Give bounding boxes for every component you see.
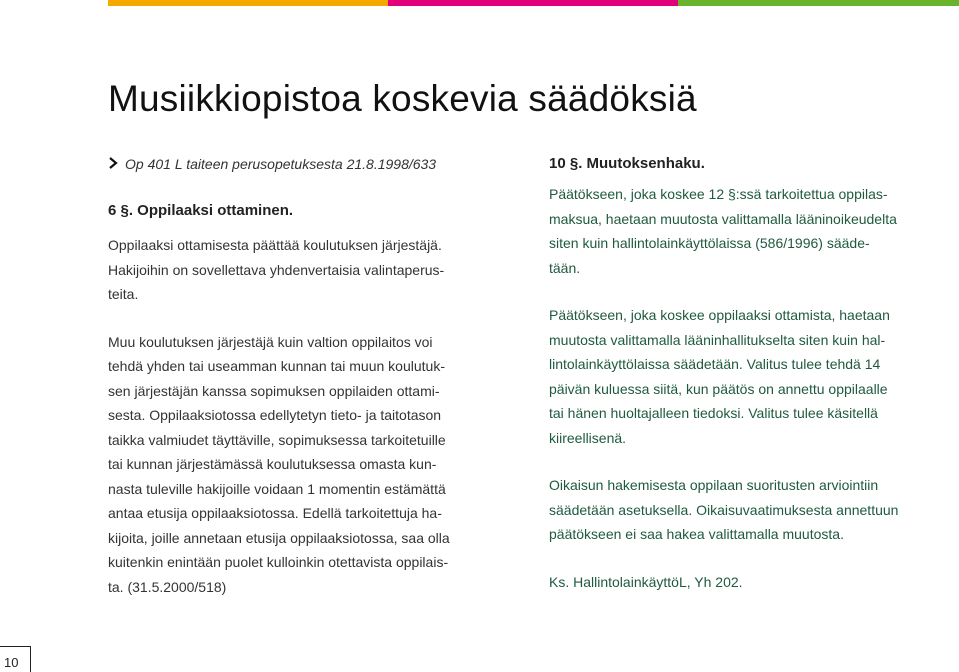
text-line: Päätökseen, joka koskee oppilaaksi ottamista, haetaan bbox=[549, 307, 890, 323]
paragraph-2 bbox=[549, 303, 959, 450]
text-line: muutosta valittamalla lääninhallitukselta siten kuin hal- bbox=[549, 331, 886, 348]
text-line: kijoita, joille annetaan etusija oppilaaksiotossa, saa olla bbox=[108, 529, 450, 546]
section-heading-10: 10 §. Muutoksenhaku. bbox=[549, 155, 705, 172]
section-heading-6: 6 §. Oppilaaksi ottaminen. bbox=[108, 202, 294, 219]
text-line: Oppilaaksi ottamisesta päättää koulutuksen järjestäjä. bbox=[108, 237, 442, 253]
text-line: nasta tuleville hakijoille voidaan 1 momentin estämättä bbox=[108, 480, 446, 497]
right-column bbox=[549, 152, 959, 594]
legal-reference bbox=[108, 152, 516, 176]
text-line: tään. bbox=[549, 259, 581, 276]
text-line: tai hänen huoltajalleen tiedoksi. Valitus tulee käsitellä bbox=[549, 405, 878, 421]
text-line: Oikaisun hakemisesta oppilaan suoritusten arviointiin bbox=[549, 477, 879, 493]
text-line: taikka valmiudet täyttäville, sopimuksessa tarkoitetuille bbox=[108, 431, 446, 448]
text-line: säädetään asetuksella. Oikaisuvaatimuksesta annettuun bbox=[549, 501, 899, 518]
text-line: kuitenkin enintään puolet kulloinkin otettavista oppilais- bbox=[108, 554, 449, 570]
text-line: sen järjestäjän kanssa sopimuksen oppilaiden ottami- bbox=[108, 382, 440, 399]
paragraph-4: Ks. HallintolainkäyttöL, Yh 202. bbox=[549, 573, 743, 590]
text-line: lintolainkäyttölaissa säädetään. Valitus tulee tehdä 14 bbox=[549, 356, 881, 372]
text-line: tai kunnan järjestämässä koulutuksessa omasta kun- bbox=[108, 456, 437, 472]
top-bar-orange bbox=[108, 0, 388, 6]
top-bar-green bbox=[678, 0, 959, 6]
top-bar-magenta bbox=[388, 0, 678, 6]
paragraph-3 bbox=[549, 473, 959, 547]
text-line: kiireellisenä. bbox=[549, 429, 627, 446]
legal-reference-text: Op 401 L taiteen perusopetuksesta 21.8.1998/633 bbox=[125, 156, 437, 172]
text-line: antaa etusija oppilaaksiotossa. Edellä tarkoitettuja ha- bbox=[108, 505, 442, 521]
top-color-bar bbox=[108, 0, 959, 6]
text-line: sesta. Oppilaaksiotossa edellytetyn tieto- ja taitotason bbox=[108, 407, 442, 423]
body-paragraph bbox=[108, 330, 516, 600]
left-column bbox=[108, 152, 516, 599]
text-line: päivän kuluessa siitä, kun päätös on annettu oppilaalle bbox=[549, 380, 888, 397]
page-title: Musiikkiopistoa koskevia säädöksiä bbox=[108, 78, 697, 119]
text-line: ta. (31.5.2000/518) bbox=[108, 578, 227, 595]
text-line: Hakijoihin on sovellettava yhdenvertaisia valintaperus- bbox=[108, 261, 445, 278]
text-line: teita. bbox=[108, 286, 139, 302]
text-line: maksua, haetaan muutosta valittamalla lääninoikeudelta bbox=[549, 210, 897, 227]
text-line: Muu koulutuksen järjestäjä kuin valtion oppilaitos voi bbox=[108, 333, 433, 350]
text-line: siten kuin hallintolainkäyttölaissa (586/1996) sääde- bbox=[549, 235, 870, 251]
page-number: 10 bbox=[0, 646, 31, 672]
text-line: Päätökseen, joka koskee 12 §:ssä tarkoitettua oppilas- bbox=[549, 186, 888, 202]
text-line: päätökseen ei saa hakea valittamalla muutosta. bbox=[549, 526, 844, 542]
intro-paragraph bbox=[108, 233, 516, 307]
text-line: tehdä yhden tai useamman kunnan tai muun koulutuk- bbox=[108, 358, 445, 374]
chevron-right-icon bbox=[108, 152, 120, 176]
paragraph-1 bbox=[549, 182, 959, 280]
